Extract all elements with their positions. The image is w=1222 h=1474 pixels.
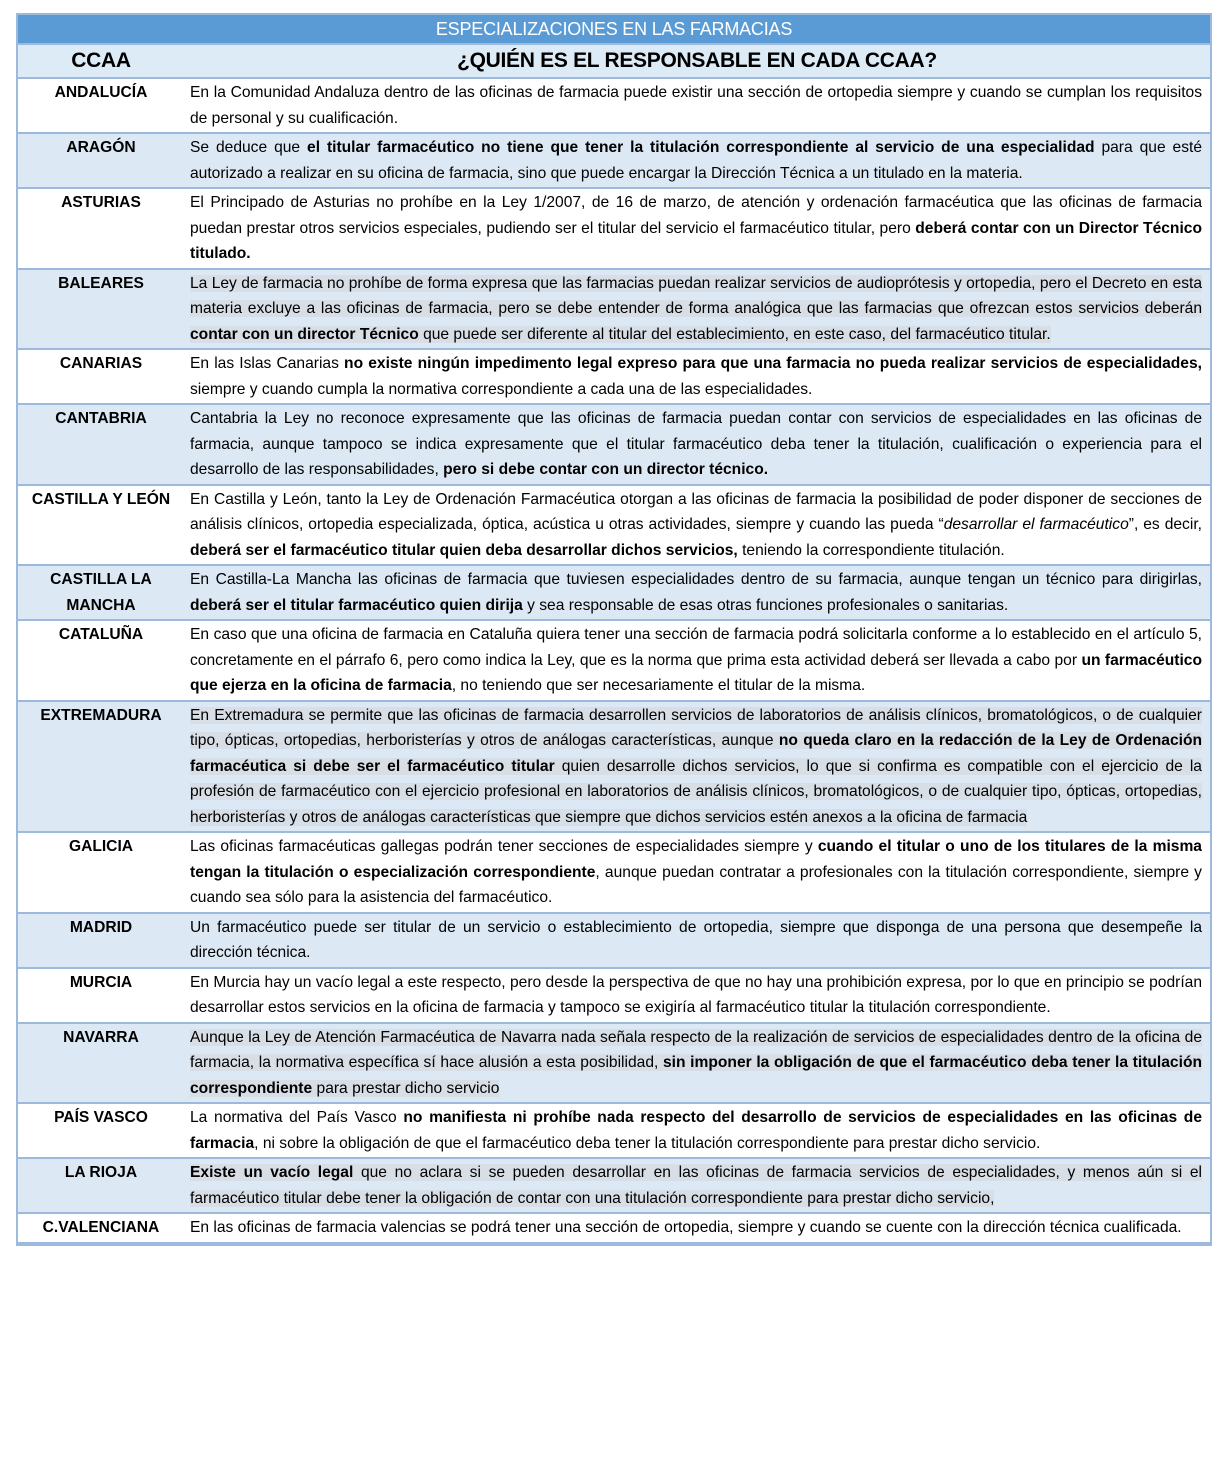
description-text <box>190 139 1202 182</box>
ccaa-name: ASTURIAS <box>18 188 184 269</box>
ccaa-name: CASTILLA Y LEÓN <box>18 485 184 566</box>
description-text <box>190 1109 1202 1152</box>
text-segment: ”, es decir, <box>1128 516 1202 533</box>
specializations-table <box>18 15 1210 1244</box>
table-row <box>18 1023 1210 1104</box>
description-text <box>190 410 1202 478</box>
table-row <box>18 78 1210 133</box>
ccaa-name: CANARIAS <box>18 349 184 404</box>
table-row <box>18 832 1210 913</box>
text-segment: siempre y cuando cumpla la normativa correspondiente a cada una de las especialidades. <box>190 380 813 398</box>
text-segment: y sea responsable de esas otras funciones profesionales o sanitarias. <box>522 596 1009 614</box>
description-text <box>190 1219 1182 1236</box>
responsable-description <box>184 913 1210 968</box>
description-text <box>190 1029 1202 1097</box>
table-title: ESPECIALIZACIONES EN LAS FARMACIAS <box>18 15 1210 44</box>
responsable-description <box>184 701 1210 833</box>
ccaa-name: C.VALENCIANA <box>18 1213 184 1243</box>
table-row <box>18 913 1210 968</box>
text-segment: Cantabria la Ley no reconoce expresamente que las oficinas de farmacia puedan contar con servicios de especialidades en las oficinas de farmacia, aunque tampoco se indica expresamente que el titular farmacéutico deba tener la titulación, cualificación o experiencia para el desarrollo de las responsabilidades, <box>190 410 1202 478</box>
responsable-description <box>184 832 1210 913</box>
responsable-description <box>184 188 1210 269</box>
responsable-description <box>184 1103 1210 1158</box>
description-text <box>190 275 1202 343</box>
ccaa-name: PAÍS VASCO <box>18 1103 184 1158</box>
text-segment: teniendo la correspondiente titulación. <box>737 541 1005 559</box>
ccaa-name: GALICIA <box>18 832 184 913</box>
text-segment: Aunque la Ley de Atención Farmacéutica de Navarra nada señala respecto de la realización de servicios de especialidades dentro de la oficina de farmacia, la normativa específica sí hace alusión a esta posibilidad, <box>190 1028 1202 1071</box>
text-segment: Se deduce que <box>190 139 308 156</box>
text-segment: Las oficinas farmacéuticas gallegas podrán tener secciones de especialidades siempre y <box>190 838 818 855</box>
ccaa-name: CATALUÑA <box>18 620 184 701</box>
description-text <box>190 355 1202 398</box>
table-row <box>18 188 1210 269</box>
text-segment: que puede ser diferente al titular del establecimiento, en este caso, del farmacéutico titular. <box>418 325 1051 343</box>
description-text <box>190 626 1202 694</box>
ccaa-name: CASTILLA LA MANCHA <box>18 565 184 620</box>
bold-text-segment: cuando el titular o uno de los titulares de la misma tengan la titulación o especialización correspondiente <box>190 838 1202 881</box>
text-segment: , ni sobre la obligación de que el farmacéutico deba tener la titulación correspondiente para prestar dicho servicio. <box>254 1134 1041 1152</box>
ccaa-name: EXTREMADURA <box>18 701 184 833</box>
responsable-description <box>184 133 1210 188</box>
ccaa-name: MADRID <box>18 913 184 968</box>
text-segment: En caso que una oficina de farmacia en Cataluña quiera tener una sección de farmacia podrá solicitarla conforme a lo establecido en el artículo 5, concretamente en el párrafo 6, pero como indica la Ley, que es la norma que prima esta actividad deberá ser llevada a cabo por <box>190 626 1202 669</box>
column-header-ccaa: CCAA <box>18 44 184 78</box>
table-row <box>18 485 1210 566</box>
ccaa-name: LA RIOJA <box>18 1158 184 1213</box>
bold-text-segment: un farmacéutico que ejerza en la oficina de farmacia <box>190 651 1203 694</box>
description-text <box>190 84 1202 127</box>
table-row <box>18 968 1210 1023</box>
description-text <box>190 194 1202 262</box>
text-segment: En Castilla y León, tanto la Ley de Ordenación Farmacéutica otorgan a las oficinas de farmacia la posibilidad de poder disponer de secciones de análisis clínicos, ortopedia especializada, óptica, acústica u otras actividades, siempre y cuando las pueda “ <box>190 490 1202 533</box>
table-row <box>18 404 1210 485</box>
column-header-row <box>18 44 1210 78</box>
text-segment: En Extremadura se permite que las oficinas de farmacia desarrollen servicios de laboratorios de análisis clínicos, bromatológicos, o de cualquier tipo, ópticas, ortopedias, herboristerías y otros de análogas características, aunque <box>190 706 1202 749</box>
description-text <box>190 974 1202 1017</box>
table-title-row <box>18 15 1210 44</box>
text-segment: para prestar dicho servicio <box>312 1079 500 1097</box>
table-row <box>18 133 1210 188</box>
bold-text-segment: deberá ser el farmacéutico titular quien deba desarrollar dichos servicios, <box>190 541 738 559</box>
text-segment: En Castilla-La Mancha las oficinas de farmacia que tuviesen especialidades dentro de su farmacia, aunque tengan un técnico para dirigirlas, <box>190 571 1202 588</box>
bold-text-segment: no existe ningún impedimento legal expreso para que una farmacia no pueda realizar servicios de especialidades, <box>344 355 1202 372</box>
text-segment: En las Islas Canarias <box>190 355 345 372</box>
table-row <box>18 565 1210 620</box>
table-row <box>18 1213 1210 1243</box>
bold-text-segment: deberá ser el titular farmacéutico quien dirija <box>190 596 523 614</box>
bold-text-segment: contar con un director Técnico <box>190 325 419 343</box>
text-segment: para que esté autorizado a realizar en su oficina de farmacia, sino que puede encargar la Dirección Técnica a un titulado en la materia. <box>190 139 1203 182</box>
description-text <box>190 838 1202 906</box>
ccaa-name: ARAGÓN <box>18 133 184 188</box>
text-segment: El Principado de Asturias no prohíbe en la Ley 1/2007, de 16 de marzo, de atención y ordenación farmacéutica que las oficinas de farmacia puedan prestar otros servicios especiales, pudiendo ser el titular del servicio el farmacéutico titular, pero <box>190 194 1202 237</box>
bold-text-segment: deberá contar con un Director Técnico titulado. <box>190 219 1202 262</box>
text-segment: La normativa del País Vasco <box>190 1109 404 1126</box>
bold-text-segment: no queda claro en la redacción de la Ley de Ordenación farmacéutica si debe ser el farmacéutico titular <box>190 732 1203 775</box>
responsable-description <box>184 269 1210 350</box>
text-segment: , no teniendo que ser necesariamente el titular de la misma. <box>451 677 866 694</box>
text-segment: En las oficinas de farmacia valencias se podrá tener una sección de ortopedia, siempre y cuando se cuente con la dirección técnica cualificada. <box>190 1219 1182 1236</box>
responsable-description <box>184 620 1210 701</box>
table-row <box>18 1158 1210 1213</box>
table-row <box>18 269 1210 350</box>
table-row <box>18 701 1210 833</box>
bold-text-segment: sin imponer la obligación de que el farmacéutico deba tener la titulación correspondiente <box>190 1054 1202 1097</box>
table-body <box>18 78 1210 1243</box>
description-text <box>190 1164 1202 1207</box>
column-header-responsable: ¿QUIÉN ES EL RESPONSABLE EN CADA CCAA? <box>184 44 1210 78</box>
table-row <box>18 1103 1210 1158</box>
responsable-description <box>184 1213 1210 1243</box>
description-text <box>190 571 1202 614</box>
responsable-description <box>184 349 1210 404</box>
bold-text-segment: pero si debe contar con un director técnico. <box>443 461 769 478</box>
description-text <box>190 491 1202 559</box>
text-segment: quien desarrolle dichos servicios, lo que si confirma es compatible con el ejercicio de la profesión de farmacéutico con el ejercicio profesional en laboratorios de análisis clínicos, bromatológicos, o de cualquier tipo, ópticas, ortopedias, herboristerías y otros de análogas características que siempre que dichos servicios estén anexos a la oficina de farmacia <box>190 757 1202 826</box>
text-segment: , aunque puedan contratar a profesionales con la titulación correspondiente, siempre y cuando sea sólo para la asistencia del farmacéutico. <box>190 863 1202 906</box>
bold-text-segment: no manifiesta ni prohíbe nada respecto del desarrollo de servicios de especialidades en las oficinas de farmacia <box>190 1109 1202 1152</box>
description-text <box>190 919 1202 962</box>
responsable-description <box>184 404 1210 485</box>
text-segment: En Murcia hay un vacío legal a este respecto, pero desde la perspectiva de que no hay una prohibición expresa, por lo que en principio se podrían desarrollar estos servicios en la oficina de farmacia y tampoco se exigiría al farmacéutico titular la titulación correspondiente. <box>190 973 1202 1016</box>
ccaa-name: MURCIA <box>18 968 184 1023</box>
responsable-description <box>184 565 1210 620</box>
italic-text-segment: desarrollar el farmacéutico <box>943 516 1129 533</box>
ccaa-name: ANDALUCÍA <box>18 78 184 133</box>
text-segment: La Ley de farmacia no prohíbe de forma expresa que las farmacias puedan realizar servicios de audioprótesis y ortopedia, pero el Decreto en esta materia excluye a las oficinas de farmacia, pero se debe entender de forma analógica que las farmacias que ofrezcan estos servicios deberán <box>190 274 1202 317</box>
bold-text-segment: Existe un vacío legal <box>190 1164 354 1181</box>
bold-text-segment: el titular farmacéutico no tiene que tener la titulación correspondiente al servicio de una especialidad <box>307 139 1095 156</box>
text-segment: En la Comunidad Andaluza dentro de las oficinas de farmacia puede existir una sección de ortopedia siempre y cuando se cumplan los requisitos de personal y su cualificación. <box>190 84 1202 127</box>
responsable-description <box>184 968 1210 1023</box>
specializations-table-container <box>16 13 1212 1246</box>
responsable-description <box>184 78 1210 133</box>
ccaa-name: NAVARRA <box>18 1023 184 1104</box>
table-row <box>18 349 1210 404</box>
responsable-description <box>184 1023 1210 1104</box>
text-segment: que no aclara si se pueden desarrollar en las oficinas de farmacia servicios de especialidades, y menos aún si el farmacéutico titular debe tener la obligación de contar con una titulación correspondiente para prestar dicho servicio, <box>190 1164 1203 1207</box>
ccaa-name: CANTABRIA <box>18 404 184 485</box>
description-text <box>190 707 1202 826</box>
ccaa-name: BALEARES <box>18 269 184 350</box>
responsable-description <box>184 1158 1210 1213</box>
table-row <box>18 620 1210 701</box>
text-segment: Un farmacéutico puede ser titular de un servicio o establecimiento de ortopedia, siempre que disponga de una persona que desempeñe la dirección técnica. <box>190 918 1202 961</box>
responsable-description <box>184 485 1210 566</box>
